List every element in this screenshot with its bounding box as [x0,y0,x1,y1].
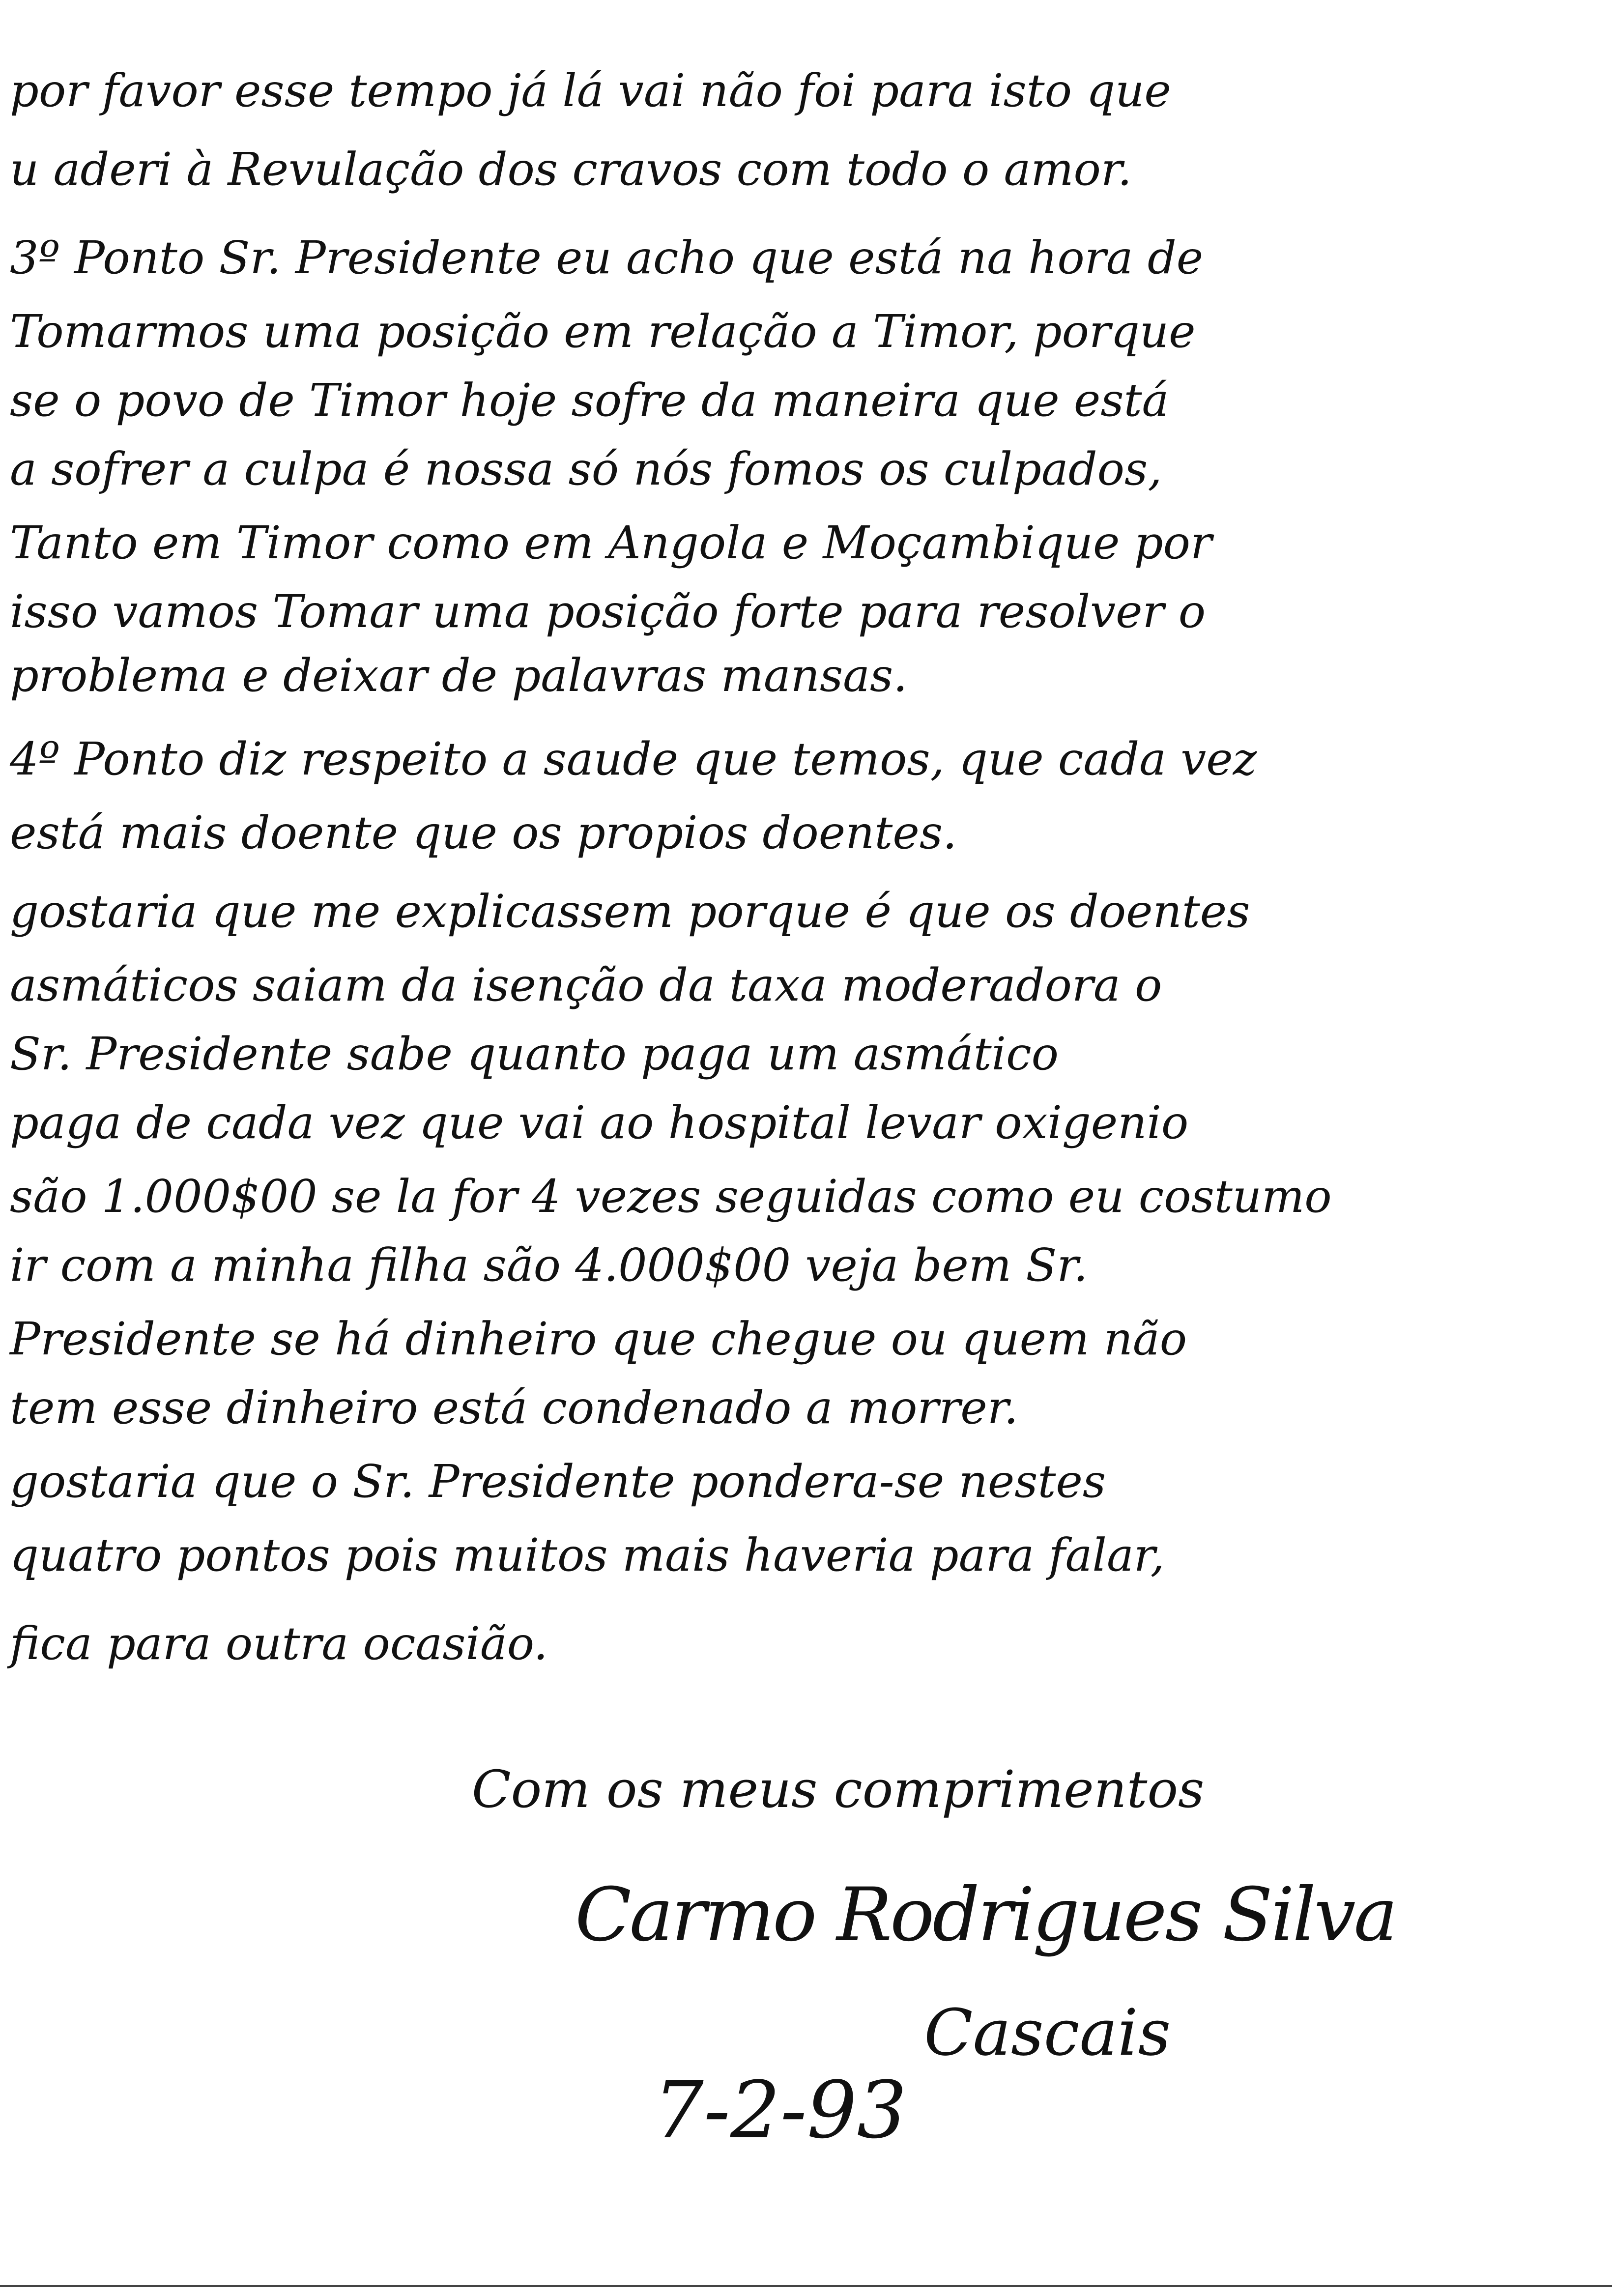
letter-line-9: problema e deixar de palavras mansas. [10,649,908,702]
letter-line-21: quatro pontos pois muitos mais haveria para falar, [10,1529,1165,1581]
letter-line-11: está mais doente que os propios doentes. [10,806,957,859]
letter-line-3: 3º Ponto Sr. Presidente eu acho que está na hora de [10,231,1204,284]
letter-line-22: fica para outra ocasião. [10,1617,548,1670]
letter-line-14: Sr. Presidente sabe quanto paga um asmático [10,1028,1059,1080]
letter-line-12: gostaria que me explicassem porque é que os doentes [10,885,1250,938]
letter-date: 7-2-93 [654,2064,907,2156]
bottom-edge-line [0,2285,1612,2287]
letter-line-2: u aderi à Revulação dos cravos com todo o amor. [10,143,1132,196]
closing-salutation: Com os meus comprimentos [472,1759,1205,1819]
letter-line-13: asmáticos saiam da isenção da taxa moderadora o [10,959,1162,1011]
place-name: Cascais [924,1995,1171,2070]
letter-line-15: paga de cada vez que vai ao hospital levar oxigenio [10,1096,1189,1149]
letter-line-8: isso vamos Tomar uma posição forte para resolver o [10,585,1206,638]
letter-line-16: são 1.000$00 se la for 4 vezes seguidas como eu costumo [10,1170,1332,1223]
letter-line-20: gostaria que o Sr. Presidente pondera-se nestes [10,1455,1106,1508]
letter-line-1: por favor esse tempo já lá vai não foi para isto que [10,64,1171,117]
letter-line-7: Tanto em Timor como em Angola e Moçambique por [10,517,1212,569]
signature: Carmo Rodrigues Silva [575,1872,1396,1958]
letter-line-4: Tomarmos uma posição em relação a Timor, porque [10,305,1196,358]
letter-line-10: 4º Ponto diz respeito a saude que temos, que cada vez [10,733,1257,785]
letter-line-19: tem esse dinheiro está condenado a morrer. [10,1381,1018,1434]
letter-line-5: se o povo de Timor hoje sofre da maneira que está [10,374,1169,427]
letter-line-18: Presidente se há dinheiro que chegue ou quem não [10,1313,1187,1365]
letter-line-17: ir com a minha filha são 4.000$00 veja bem Sr. [10,1239,1088,1292]
letter-line-6: a sofrer a culpa é nossa só nós fomos os culpados, [10,443,1162,495]
